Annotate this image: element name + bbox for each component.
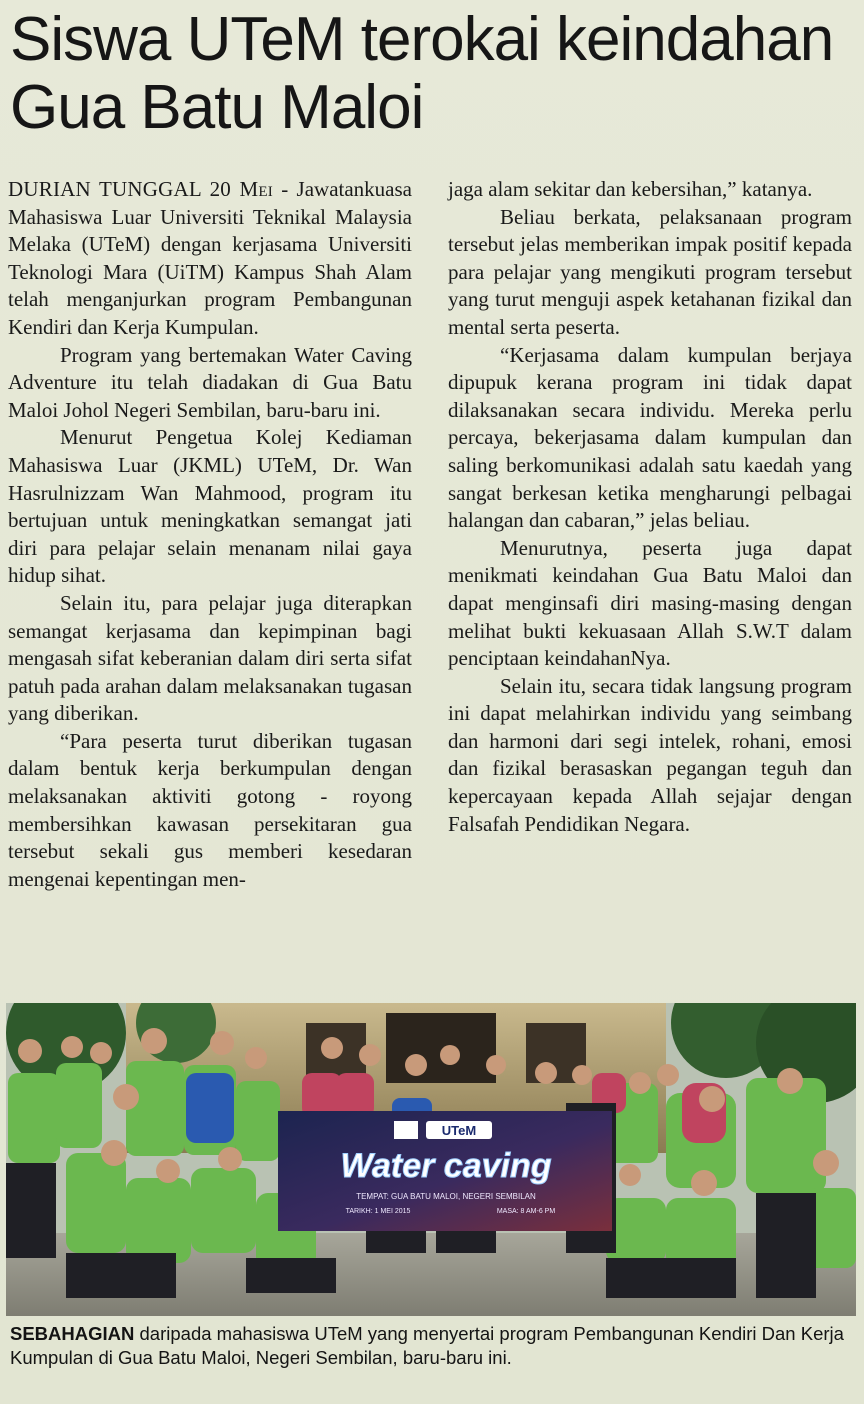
banner-line3: MASA: 8 AM-6 PM — [496, 1208, 556, 1215]
article-paragraph: Program yang bertemakan Water Caving Adventure itu telah diadakan di Gua Batu Maloi Johol Negeri Sembilan, baru-baru ini. — [8, 342, 412, 422]
caption-text: daripada mahasiswa UTeM yang menyertai program Pembangunan Kendiri Dan Kerja Kumpulan di Gua Batu Maloi, Negeri Sembilan, baru-baru ini. — [10, 1323, 844, 1368]
banner-logo: UTeM — [441, 1123, 477, 1138]
water-caving-banner — [278, 1111, 612, 1231]
photo-caption — [10, 1322, 850, 1370]
article-paragraph: Menurut Pengetua Kolej Kediaman Mahasiswa Luar (JKML) UTeM, Dr. Wan Hasrulnizzam Wan Mahmood, program itu bertujuan untuk meningkatkan semangat jati diri para pelajar selain menanam nilai gaya hidup sihat. — [8, 425, 412, 588]
article-paragraph: “Kerjasama dalam kumpulan berjaya dipupuk kerana program ini tidak dapat dilaksanakan secara individu. Mereka perlu percaya, bekerjasama dalam kumpulan dan saling berkomunikasi adalah satu kaedah yang sangat berkesan ketika mengharungi pelbagai halangan dan cabaran,” jelas beliau. — [448, 342, 852, 533]
article-paragraph: jaga alam sekitar dan kebersihan,” katanya. — [448, 177, 813, 201]
article-column-right — [448, 176, 852, 838]
group-photo — [6, 1003, 856, 1316]
article-paragraph: DURIAN TUNGGAL 20 Mei - Jawatankuasa Mahasiswa Luar Universiti Teknikal Malaysia Melaka (UTeM) dengan kerjasama Universiti Teknologi Mara (UiTM) Kampus Shah Alam telah menganjurkan program Pembangunan Kendiri dan Kerja Kumpulan. — [8, 177, 412, 339]
group-photo-illustration — [6, 1003, 856, 1316]
article-paragraph: “Para peserta turut diberikan tugasan dalam bentuk kerja berkumpulan dengan melaksanakan aktiviti gotong - royong membersihkan kawasan persekitaran gua tersebut sekali gus memberi kesedaran mengenai kepentingan men- — [8, 728, 412, 891]
article-paragraph: Selain itu, secara tidak langsung program ini dapat melahirkan individu yang seimbang dan harmoni dari segi intelek, rohani, emosi dan fizikal berasaskan pegangan teguh dan kepercayaan kepada Allah sejajar dengan Falsafah Pendidikan Negara. — [448, 673, 852, 836]
doorway — [386, 1013, 496, 1083]
article-paragraph: Selain itu, para pelajar juga diterapkan semangat kerjasama dan kepimpinan bagi mengasah sifat keberanian dalam diri serta sifat patuh pada arahan dalam melaksanakan tugasan yang diberikan. — [8, 590, 412, 726]
banner-title: Water caving — [340, 1147, 552, 1185]
banner-line1: TEMPAT: GUA BATU MALOI, NEGERI SEMBILAN — [356, 1192, 536, 1201]
caption-lead: SEBAHAGIAN — [10, 1323, 135, 1344]
article-column-left — [8, 176, 412, 893]
article-paragraph: Menurutnya, peserta juga dapat menikmati keindahan Gua Batu Maloi dan dapat menginsafi diri masing-masing dengan melihat bukti kekuasaan Allah S.W.T dalam penciptaan keindahanNya. — [448, 535, 852, 671]
article-paragraph: Beliau berkata, pelaksanaan program tersebut jelas memberikan impak positif kepada para pelajar yang mengikuti program tersebut yang turut menguji aspek ketahanan fizikal dan mental serta peserta. — [448, 204, 852, 339]
dateline: DURIAN TUNGGAL 20 Mei — [8, 177, 273, 201]
banner-line2: TARIKH: 1 MEI 2015 — [345, 1208, 411, 1215]
headline: Siswa UTeM terokai keindahan Gua Batu Maloi — [10, 5, 834, 142]
